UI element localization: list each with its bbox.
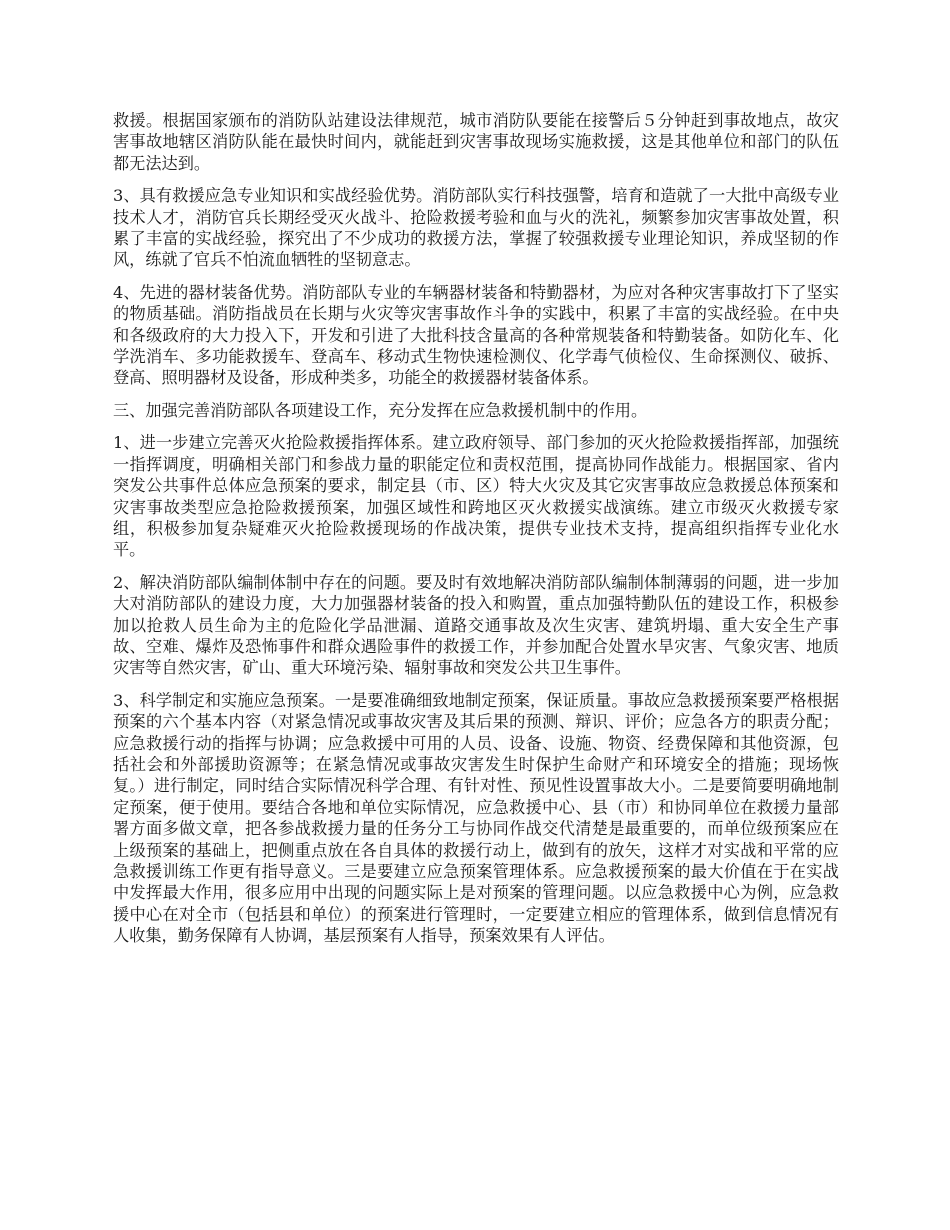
paragraph-emergency-plans: 3、科学制定和实施应急预案。一是要准确细致地制定预案，保证质量。事故应急救援预案要严格根据预案的六个基本内容（对紧急情况或事故灾害及其后果的预测、辩识、评价；应急各方的职责分配；应急救援行动的指挥与协调；应急救援中可用的人员、设备、设施、物资、经费保障和其他资源，包括社会和外部援助资源等；在紧急情况或事故灾害发生时保护生命财产和环境安全的措施；现场恢复。）进行制定，同时结合实际情况科学合理、有针对性、预见性设置事故大小。二是要简要明确地制定预案，便于使用。要结合各地和单位实际情况，应急救援中心、县（市）和协同单位在救援力量部署方面多做文章，把各参战救援力量的任务分工与协同作战交代清楚是最重要的，而单位级预案应在上级预案的基础上，把侧重点放在各自具体的救援行动上，做到有的放矢，这样才对实战和平常的应急救援训练工作更有指导意义。三是要建立应急预案管理体系。应急救援预案的最大价值在于在实战中发挥最大作用，很多应用中出现的问题实际上是对预案的管理问题。以应急救援中心为例，应急救援中心在对全市（包括县和单位）的预案进行管理时，一定要建立相应的管理体系，做到信息情况有人收集，勤务保障有人协调，基层预案有人指导，预案效果有人评估。 bbox=[113, 690, 839, 946]
paragraph-expertise-advantage: 3、具有救援应急专业知识和实战经验优势。消防部队实行科技强警，培育和造就了一大批中高级专业技术人才，消防官兵长期经受灭火战斗、抢险救援考验和血与火的洗礼，频繁参加灾害事故处置，积累了丰富的实战经验，探究出了不少成功的救援方法，掌握了较强救援专业理论知识，养成坚韧的作风，练就了官兵不怕流血牺牲的坚韧意志。 bbox=[113, 186, 839, 270]
paragraph-equipment-advantage: 4、先进的器材装备优势。消防部队专业的车辆器材装备和特勤器材，为应对各种灾害事故打下了坚实的物质基础。消防指战员在长期与火灾等灾害事故作斗争的实践中，积累了丰富的实战经验。在中央和各级政府的大力投入下，开发和引进了大批科技含量高的各种常规装备和特勤装备。如防化车、化学洗消车、多功能救援车、登高车、移动式生物快速检测仪、化学毒气侦检仪、生命探测仪、破拆、登高、照明器材及设备，形成种类多，功能全的救援器材装备体系。 bbox=[113, 282, 839, 388]
paragraph-organization-issues: 2、解决消防部队编制体制中存在的问题。要及时有效地解决消防部队编制体制薄弱的问题，进一步加大对消防部队的建设力度，大力加强器材装备的投入和购置，重点加强特勤队伍的建设工作，积极参加以抢救人员生命为主的危险化学品泄漏、道路交通事故及次生灾害、建筑坍塌、重大安全生产事故、空难、爆炸及恐怖事件和群众遇险事件的救援工作，并参加配合处置水旱灾害、气象灾害、地质灾害等自然灾害，矿山、重大环境污染、辐射事故和突发公共卫生事件。 bbox=[113, 572, 839, 678]
paragraph-command-system: 1、进一步建立完善灭火抢险救援指挥体系。建立政府领导、部门参加的灭火抢险救援指挥部，加强统一指挥调度，明确相关部门和参战力量的职能定位和责权范围，提高协同作战能力。根据国家、省内突发公共事件总体应急预案的要求，制定县（市、区）特大火灾及其它灾害事故应急救援总体预案和灾害事故类型应急抢险救援预案，加强区域性和跨地区灭火救援实战演练。建立市级灭火救援专家组，积极参加复杂疑难灭火抢险救援现场的作战决策，提供专业技术支持，提高组织指挥专业化水平。 bbox=[113, 433, 839, 560]
paragraph-rescue-continuation: 救援。根据国家颁布的消防队站建设法律规范，城市消防队要能在接警后５分钟赶到事故地点，故灾害事故地辖区消防队能在最快时间内，就能赶到灾害事故现场实施救援，这是其他单位和部门的队伍都无法达到。 bbox=[113, 111, 839, 173]
section-heading-three: 三、加强完善消防部队各项建设工作，充分发挥在应急救援机制中的作用。 bbox=[113, 400, 648, 420]
document-body bbox=[113, 110, 839, 958]
